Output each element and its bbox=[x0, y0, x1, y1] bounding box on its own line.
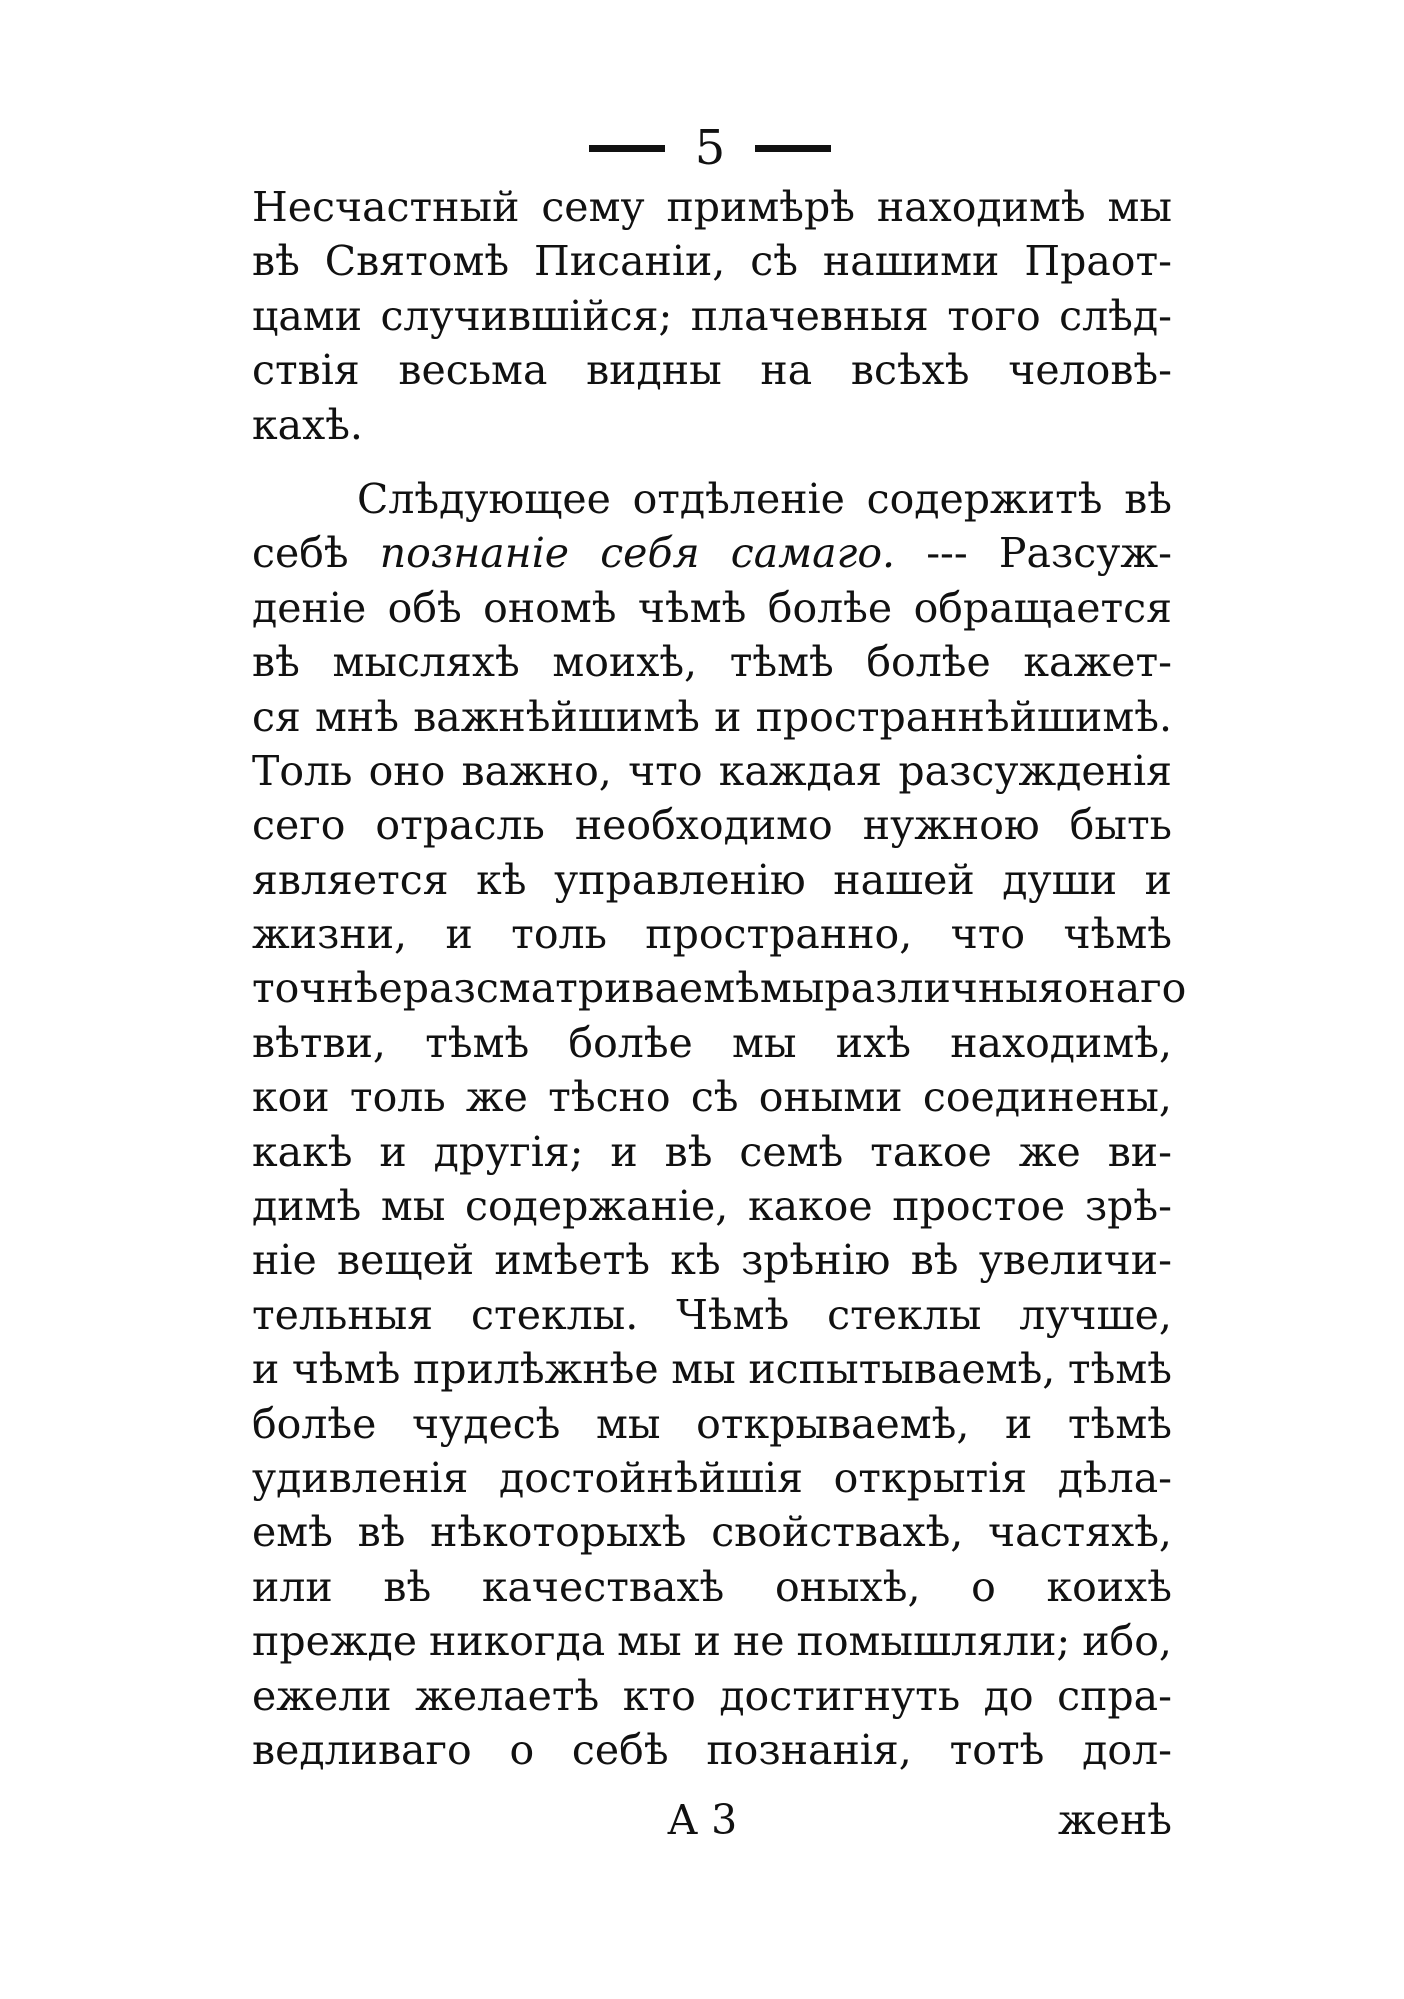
word: испытываемѣ, bbox=[748, 1345, 1056, 1394]
word: цами bbox=[252, 291, 363, 340]
word: человѣ- bbox=[1008, 346, 1172, 395]
text-line bbox=[252, 234, 1172, 288]
word: что bbox=[950, 910, 1026, 959]
word: не bbox=[732, 1617, 785, 1666]
text-line bbox=[252, 1288, 1172, 1342]
word: мы bbox=[1107, 183, 1172, 231]
word: помышляли; bbox=[796, 1617, 1071, 1666]
text-line bbox=[252, 1451, 1172, 1505]
word: желаетѣ bbox=[415, 1671, 600, 1720]
word: мы bbox=[596, 1399, 661, 1448]
word: видны bbox=[586, 346, 722, 395]
word: зрѣ- bbox=[1084, 1182, 1172, 1231]
word: мысляхѣ bbox=[332, 638, 520, 687]
word: вѣ bbox=[1124, 474, 1172, 523]
text-line bbox=[252, 1070, 1172, 1124]
word: кѣ bbox=[476, 855, 527, 904]
text-line bbox=[252, 1560, 1172, 1614]
word: болѣе bbox=[767, 583, 893, 632]
word: плачевныя bbox=[690, 291, 929, 340]
text-line bbox=[252, 581, 1172, 635]
word: тѣмѣ bbox=[1067, 1399, 1172, 1448]
body-text bbox=[252, 180, 1187, 1777]
word: ствія bbox=[252, 346, 360, 395]
word: ся bbox=[252, 692, 301, 741]
word: и bbox=[714, 692, 742, 741]
word: стеклы bbox=[827, 1290, 982, 1339]
word: о bbox=[971, 1562, 996, 1611]
word: души bbox=[1002, 855, 1118, 904]
text-line bbox=[252, 180, 1172, 234]
word: никогда bbox=[429, 1617, 606, 1666]
word: точнѣе bbox=[252, 964, 403, 1013]
word: болѣе bbox=[252, 1399, 377, 1448]
text-line bbox=[252, 690, 1172, 744]
word: вѣ bbox=[357, 1508, 406, 1557]
word: познаніе bbox=[379, 529, 570, 578]
text-line bbox=[252, 798, 1172, 852]
word: какое bbox=[747, 1182, 873, 1231]
word: тѣмѣ bbox=[729, 638, 834, 687]
word: слѣд- bbox=[1059, 291, 1172, 340]
word: отрасль bbox=[375, 801, 545, 850]
word: зрѣнію bbox=[740, 1236, 891, 1285]
word: свойствахѣ, bbox=[711, 1508, 964, 1557]
word: сего bbox=[252, 801, 346, 850]
word: важно, bbox=[461, 746, 612, 795]
word: ведливаго bbox=[252, 1725, 472, 1774]
word: что bbox=[628, 746, 703, 795]
word: вещей bbox=[337, 1236, 475, 1285]
word: семѣ bbox=[739, 1127, 844, 1176]
word: и bbox=[1005, 1399, 1033, 1448]
word: пространнѣйшимѣ. bbox=[755, 692, 1172, 741]
word: вѣ bbox=[383, 1562, 432, 1611]
word: ежели bbox=[252, 1671, 392, 1720]
word: ви- bbox=[1107, 1127, 1172, 1176]
word: тельныя bbox=[252, 1290, 434, 1339]
word: и bbox=[1144, 855, 1172, 904]
word: чѣмѣ bbox=[1063, 910, 1172, 959]
word: вѣ bbox=[252, 638, 300, 687]
word: обращается bbox=[913, 583, 1172, 632]
word: мы bbox=[732, 1018, 797, 1067]
word: ихѣ bbox=[835, 1018, 911, 1067]
word: чѣмѣ bbox=[637, 583, 747, 632]
text-line bbox=[252, 1614, 1172, 1668]
word: же bbox=[1018, 1127, 1081, 1176]
word: нашими bbox=[822, 237, 1000, 286]
word: нѣкоторыхѣ bbox=[430, 1508, 687, 1557]
word: увеличи- bbox=[978, 1236, 1172, 1285]
word: кажет- bbox=[1023, 638, 1172, 687]
word: находимѣ bbox=[876, 183, 1086, 231]
word: и bbox=[379, 1127, 407, 1176]
word: толь bbox=[511, 910, 607, 959]
word: Праот- bbox=[1024, 237, 1172, 286]
word: оными bbox=[758, 1073, 903, 1122]
word: димѣ bbox=[252, 1182, 362, 1231]
text-line bbox=[252, 472, 1172, 526]
word: кѣ bbox=[670, 1236, 721, 1285]
text-line bbox=[252, 853, 1172, 907]
word: важнѣйшимѣ bbox=[413, 692, 700, 741]
word: простое bbox=[892, 1182, 1066, 1231]
word: и bbox=[693, 1617, 721, 1666]
word: Святомѣ bbox=[324, 237, 510, 286]
word: же bbox=[465, 1073, 528, 1122]
word: содержаніе, bbox=[465, 1182, 729, 1231]
word: спра- bbox=[1057, 1671, 1172, 1720]
word: пространно, bbox=[645, 910, 913, 959]
word: деніе bbox=[252, 583, 367, 632]
word: примѣрѣ bbox=[666, 183, 855, 231]
word: различныя bbox=[824, 964, 1064, 1013]
word: управленію bbox=[554, 855, 806, 904]
word: Писаніи, bbox=[534, 237, 726, 286]
word: вѣ bbox=[664, 1127, 713, 1176]
word: кои bbox=[252, 1073, 330, 1122]
word: быть bbox=[1069, 801, 1172, 850]
word: случившійся; bbox=[380, 291, 673, 340]
text-line bbox=[252, 343, 1172, 397]
word: --- bbox=[926, 529, 968, 578]
text-line bbox=[252, 961, 1187, 1015]
word: и bbox=[610, 1127, 638, 1176]
word: оно bbox=[368, 746, 446, 795]
text-line bbox=[252, 1397, 1172, 1451]
word: дол- bbox=[1082, 1725, 1172, 1774]
text-line bbox=[252, 1016, 1172, 1070]
word: качествахѣ bbox=[481, 1562, 725, 1611]
word: коихѣ bbox=[1046, 1562, 1172, 1611]
word: частяхѣ, bbox=[988, 1508, 1172, 1557]
word: или bbox=[252, 1562, 333, 1611]
word: каждая bbox=[718, 746, 883, 795]
word: себѣ bbox=[571, 1725, 669, 1774]
word: нужною bbox=[862, 801, 1040, 850]
text-line bbox=[252, 289, 1172, 343]
word: содержитѣ bbox=[866, 474, 1103, 523]
word: сѣ bbox=[750, 237, 798, 286]
word: является bbox=[252, 855, 449, 904]
word: находимѣ, bbox=[950, 1018, 1172, 1067]
word: ономѣ bbox=[483, 583, 617, 632]
word: тѣсно bbox=[548, 1073, 671, 1122]
word: Несчастный bbox=[252, 183, 520, 231]
word: разсужденія bbox=[898, 746, 1172, 795]
word: открытія bbox=[833, 1453, 1028, 1502]
word: мы bbox=[617, 1617, 682, 1666]
word: такое bbox=[870, 1127, 992, 1176]
word: кахѣ. bbox=[252, 400, 363, 449]
word: Слѣдующее bbox=[357, 474, 611, 523]
text-line bbox=[252, 1505, 1172, 1559]
word: достойнѣйшія bbox=[498, 1453, 804, 1502]
word: мы bbox=[759, 964, 825, 1013]
text-line bbox=[252, 1342, 1172, 1396]
word: жизни, bbox=[252, 910, 408, 959]
word: тѣмѣ bbox=[425, 1018, 530, 1067]
text-line bbox=[252, 1723, 1172, 1777]
word: вѣтви, bbox=[252, 1018, 386, 1067]
word: себя bbox=[600, 529, 700, 578]
word: и bbox=[445, 910, 473, 959]
word: имѣетѣ bbox=[494, 1236, 650, 1285]
header-rule-left bbox=[589, 145, 665, 152]
word: отдѣленіе bbox=[632, 474, 845, 523]
word: и bbox=[252, 1345, 280, 1394]
word: Чѣмѣ bbox=[676, 1290, 790, 1339]
word: вѣ bbox=[252, 237, 300, 286]
word: лучше, bbox=[1019, 1290, 1172, 1339]
word: обѣ bbox=[387, 583, 462, 632]
word: чѣмѣ bbox=[291, 1345, 401, 1394]
word: толь bbox=[349, 1073, 446, 1122]
word: того bbox=[947, 291, 1041, 340]
word: ніе bbox=[252, 1236, 317, 1285]
word: мы bbox=[671, 1345, 736, 1394]
text-line bbox=[252, 907, 1172, 961]
word: дѣла- bbox=[1057, 1453, 1172, 1502]
word: тотѣ bbox=[949, 1725, 1045, 1774]
word: чудесѣ bbox=[411, 1399, 561, 1448]
word: необходимо bbox=[574, 801, 833, 850]
word: сѣ bbox=[690, 1073, 739, 1122]
word: разсматриваемѣ bbox=[402, 964, 760, 1013]
word: сему bbox=[541, 183, 645, 231]
word: на bbox=[760, 346, 813, 395]
word: Разсуж- bbox=[998, 529, 1172, 578]
word: другія; bbox=[433, 1127, 584, 1176]
word: себѣ bbox=[252, 529, 349, 578]
word: прежде bbox=[252, 1617, 418, 1666]
word: прилѣжнѣе bbox=[412, 1345, 659, 1394]
word: Толь bbox=[252, 746, 353, 795]
page-number: 5 bbox=[694, 120, 726, 176]
word: нашей bbox=[833, 855, 975, 904]
word: открываемѣ, bbox=[696, 1399, 970, 1448]
word: болѣе bbox=[568, 1018, 693, 1067]
word: о bbox=[509, 1725, 535, 1774]
word: ибо, bbox=[1082, 1617, 1172, 1666]
word: кто bbox=[622, 1671, 696, 1720]
text-line bbox=[252, 1233, 1172, 1287]
word: удивленія bbox=[252, 1453, 469, 1502]
page-footer bbox=[252, 1790, 1172, 1850]
word: познанія, bbox=[706, 1725, 912, 1774]
text-line bbox=[252, 526, 1172, 580]
word: соединены, bbox=[922, 1073, 1172, 1122]
word: мы bbox=[380, 1182, 446, 1231]
word: болѣе bbox=[866, 638, 991, 687]
word: самаго. bbox=[730, 529, 896, 578]
word: всѣхѣ bbox=[850, 346, 970, 395]
word: стеклы. bbox=[471, 1290, 639, 1339]
text-line bbox=[252, 1125, 1172, 1179]
text-line bbox=[252, 635, 1172, 689]
word: весьма bbox=[398, 346, 548, 395]
word: оныхѣ, bbox=[774, 1562, 921, 1611]
signature-mark: А 3 bbox=[667, 1796, 738, 1844]
text-line bbox=[252, 1669, 1172, 1723]
word: моихѣ, bbox=[552, 638, 698, 687]
word: вѣ bbox=[910, 1236, 959, 1285]
word: достигнуть bbox=[719, 1671, 961, 1720]
word: емѣ bbox=[252, 1508, 333, 1557]
text-line bbox=[252, 1179, 1172, 1233]
word: до bbox=[983, 1671, 1034, 1720]
word: какѣ bbox=[252, 1127, 353, 1176]
header-rule-right bbox=[755, 145, 831, 152]
paragraph-gap bbox=[252, 452, 1172, 472]
catchword: женѣ bbox=[1057, 1796, 1172, 1844]
text-line bbox=[252, 398, 1172, 452]
word: мнѣ bbox=[315, 692, 399, 741]
word: тѣмѣ bbox=[1067, 1345, 1172, 1394]
text-line bbox=[252, 744, 1172, 798]
word: онаго bbox=[1063, 964, 1187, 1013]
page-header bbox=[560, 118, 860, 178]
